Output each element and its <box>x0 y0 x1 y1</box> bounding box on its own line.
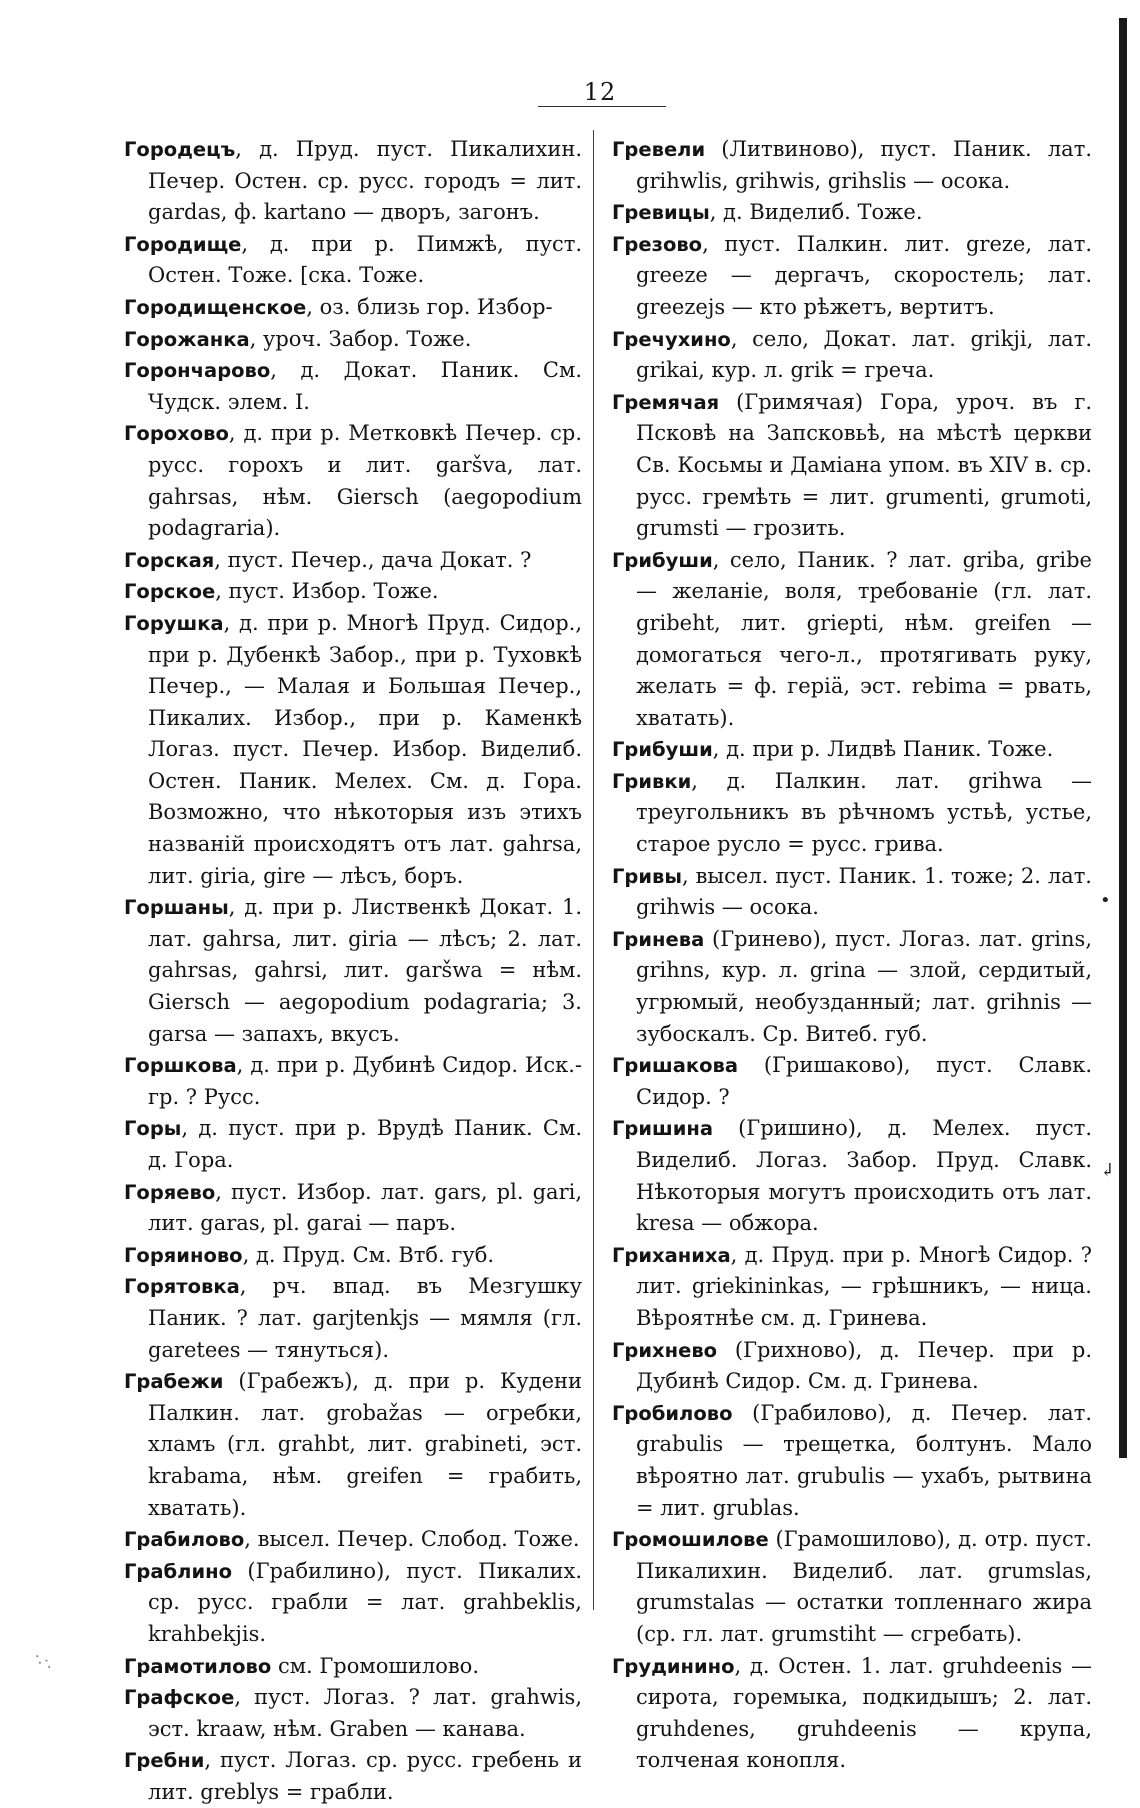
dictionary-entry <box>124 1682 582 1745</box>
dictionary-entry <box>124 1050 582 1113</box>
entry-definition: , д. Пруд. пуст. Пикалихин. Печер. Остен. ср. русс. городъ = лит. gardas, ф. kartano — дворъ, загонъ. <box>148 137 582 225</box>
dictionary-entry <box>612 1524 1092 1650</box>
scan-artifact: ·.·. <box>30 1646 58 1673</box>
entry-definition: , д. при р. Дубинѣ Сидор. Иск.-гр. ? Русс. <box>148 1053 582 1109</box>
dictionary-entry <box>612 1050 1092 1113</box>
dictionary-entry <box>124 1177 582 1240</box>
dictionary-entry <box>612 924 1092 1050</box>
entry-headword: Горы <box>124 1117 182 1141</box>
dictionary-entry <box>612 1240 1092 1335</box>
entry-headword: Горожанка <box>124 327 250 351</box>
entry-headword: Грезово <box>612 232 703 256</box>
dictionary-entry <box>124 1240 582 1272</box>
entry-definition: , д. Виделиб. Тоже. <box>709 200 923 225</box>
entry-headword: Горское <box>124 580 216 604</box>
dictionary-entry <box>124 229 582 292</box>
left-column <box>124 134 582 1808</box>
entry-definition: , высел. пуст. Паник. 1. тоже; 2. лат. grihwis — осока. <box>636 863 1092 920</box>
page-edge-bar <box>1119 18 1127 1458</box>
dictionary-entry <box>124 1745 582 1808</box>
entry-headword: Горшкова <box>124 1054 237 1078</box>
column-divider <box>593 130 594 1610</box>
entry-definition: , д. при р. Лидвѣ Паник. Тоже. <box>712 737 1054 762</box>
entry-headword: Гречухино <box>612 327 731 351</box>
entry-headword: Городищенское <box>124 295 307 319</box>
dictionary-entry <box>124 134 582 229</box>
dictionary-entry <box>124 1651 582 1683</box>
dictionary-entry <box>612 766 1092 861</box>
entry-definition: , д. пуст. при р. Врудѣ Паник. См. д. Гора. <box>148 1116 582 1172</box>
entry-headword: Горшаны <box>124 896 229 920</box>
entry-definition: (Гринево), пуст. Логаз. лат. grins, grihns, кур. л. grina — злой, сердитый, угрюмый, необузданный; лат. grihnis — зубоскалъ. Ср. Витеб. губ. <box>636 926 1092 1046</box>
dictionary-entry <box>124 292 582 324</box>
entry-definition: (Гримячая) Гора, уроч. въ г. Псковѣ на Запсковьѣ, на мѣстѣ церкви Св. Косьмы и Даміана упом. въ XIV в. ср. русс. гремѣть = лит. grumenti, grumoti, grumsti — грозить. <box>636 389 1092 541</box>
entry-headword: Горяево <box>124 1180 216 1204</box>
entry-definition: , пуст. Избор. лат. gars, pl. gari, лит. garas, pl. garai — паръ. <box>148 1179 582 1236</box>
entry-definition: , д. при р. Пимжѣ, пуст. Остен. Тоже. [ска. Тоже. <box>148 231 582 288</box>
dictionary-entry <box>612 324 1092 387</box>
entry-headword: Гревицы <box>612 201 710 225</box>
entry-definition: , д. Докат. Паник. См. Чудск. элем. I. <box>148 358 582 414</box>
entry-definition: , рч. впад. въ Мезгушку Паник. ? лат. garjtenkjs — мямля (гл. garetees — тянуться). <box>148 1274 582 1362</box>
dictionary-entry <box>612 197 1092 229</box>
entry-headword: Грихнево <box>612 1338 718 1362</box>
entry-definition: , село, Докат. лат. grikji, лат. grikai, кур. л. grik = греча. <box>636 326 1092 383</box>
entry-definition: , высел. Печер. Слобод. Тоже. <box>244 1527 580 1552</box>
dictionary-entry <box>124 545 582 577</box>
entry-definition: , д. при р. Метковкѣ Печер. ср. русс. горохъ и лит. garšva, лат. gahrsas, нѣм. Giersch (aegopodium podagraria). <box>148 421 582 541</box>
dictionary-entry <box>612 545 1092 735</box>
dictionary-entry <box>612 1651 1092 1777</box>
right-column <box>612 134 1092 1777</box>
entry-headword: Городецъ <box>124 138 236 161</box>
entry-headword: Графское <box>124 1686 235 1710</box>
entry-headword: Гробилово <box>612 1401 733 1425</box>
dictionary-entry <box>124 1271 582 1366</box>
dictionary-entry <box>124 355 582 418</box>
entry-definition: (Грабежъ), д. при р. Кудени Палкин. лат. grobažas — огребки, хламъ (гл. grahbt, лит. grabineti, эст. krabama, нѣм. greifen = грабить, хватать). <box>148 1369 582 1520</box>
entry-headword: Грудинино <box>612 1654 735 1678</box>
entry-definition: , пуст. Логаз. ? лат. grahwis, эст. kraaw, нѣм. Graben — канава. <box>148 1685 582 1741</box>
entry-headword: Гривы <box>612 864 683 888</box>
entry-definition: , пуст. Логаз. ср. русс. гребень и лит. greblys = грабли. <box>148 1748 582 1804</box>
entry-headword: Гриханиха <box>612 1243 731 1267</box>
entry-definition: , оз. близь гор. Избор- <box>306 294 553 319</box>
entry-definition: (Гришаково), пуст. Славк. Сидор. ? <box>636 1053 1092 1109</box>
dictionary-entry <box>612 1335 1092 1398</box>
entry-headword: Грабилово <box>124 1528 245 1552</box>
entry-definition: , пуст. Палкин. лит. greze, лат. greeze — дергачъ, скоростель; лат. greezejs — кто рѣжетъ, вертитъ. <box>636 231 1092 319</box>
entry-definition: , д. Пруд. при р. Многѣ Сидор. ? лит. griekininkas, — грѣшникъ, — ница. Вѣроятнѣе см. д. Гринева. <box>636 1242 1092 1330</box>
dictionary-entry <box>612 387 1092 545</box>
entry-definition: , д. Палкин. лат. grihwa — треугольникъ въ рѣчномъ устьѣ, устье, старое русло = русс. грива. <box>636 768 1092 857</box>
entry-definition: (Грихново), д. Печер. при р. Дубинѣ Сидор. См. д. Гринева. <box>636 1337 1092 1394</box>
dictionary-entry <box>612 861 1092 924</box>
dictionary-entry <box>124 1556 582 1651</box>
entry-headword: Горончарово <box>124 359 271 383</box>
entry-headword: Горохово <box>124 422 229 446</box>
dictionary-entry <box>124 324 582 356</box>
dictionary-entry <box>612 1398 1092 1524</box>
entry-definition: , д. при р. Лиственкѣ Докат. 1. лат. gahrsa, лит. giria — лѣсъ; 2. лат. gahrsas, gahrsi, лит. garšwa = нѣм. Giersch — aegopodium podagraria; 3. garsa — запахъ, вкусъ. <box>148 895 582 1046</box>
entry-headword: Горская <box>124 548 215 572</box>
entry-definition: , пуст. Печер., дача Докат. ? <box>214 547 532 572</box>
edge-mark-lower: ↲ <box>1100 1160 1116 1181</box>
entry-headword: Городище <box>124 232 242 256</box>
entry-headword: Гришакова <box>612 1054 739 1078</box>
entry-definition: (Литвиново), пуст. Паник. лат. grihwlis, grihwis, grihslis — осока. <box>636 137 1092 193</box>
dictionary-entry <box>124 1113 582 1176</box>
page-number: 12 <box>583 78 617 106</box>
dictionary-entry <box>612 134 1092 197</box>
dictionary-entry <box>612 1113 1092 1239</box>
entry-definition: , д. Пруд. См. Втб. губ. <box>242 1242 495 1267</box>
entry-headword: Горяиново <box>124 1243 243 1267</box>
entry-definition: , уроч. Забор. Тоже. <box>249 326 472 351</box>
entry-definition: (Грабилово), д. Печер. лат. grabulis — трещетка, болтунъ. Мало вѣроятно лат. grubulis — ухабъ, рытвина = лит. grublas. <box>636 1400 1092 1520</box>
dictionary-entry <box>124 576 582 608</box>
entry-definition: см. Громошилово. <box>271 1653 479 1678</box>
entry-headword: Грамотилово <box>124 1654 272 1678</box>
entry-headword: Гревели <box>612 138 706 161</box>
entry-headword: Грибуши <box>612 738 713 762</box>
entry-definition: (Гришино), д. Мелех. пуст. Виделиб. Логаз. Забор. Пруд. Славк. Нѣкоторыя могутъ происходить отъ лат. kresa — обжора. <box>636 1116 1092 1236</box>
dictionary-entry <box>124 418 582 544</box>
entry-headword: Громошилове <box>612 1528 769 1552</box>
dictionary-entry <box>124 1524 582 1556</box>
dictionary-entry <box>612 229 1092 324</box>
entry-headword: Грибуши <box>612 548 713 572</box>
entry-headword: Грабежи <box>124 1370 224 1394</box>
entry-headword: Гринева <box>612 927 705 951</box>
entry-headword: Гришина <box>612 1117 714 1141</box>
dictionary-entry <box>124 1366 582 1524</box>
entry-definition: (Грабилино), пуст. Пикалих. ср. русс. грабли = лат. grahbeklis, krahbekjis. <box>148 1558 582 1646</box>
edge-mark-upper: • <box>1100 890 1111 911</box>
entry-headword: Граблино <box>124 1559 232 1583</box>
entry-headword: Гребни <box>124 1749 205 1773</box>
entry-headword: Горятовка <box>124 1275 240 1299</box>
entry-definition: , д. Остен. 1. лат. gruhdeenis — сирота, горемыка, подкидышъ; 2. лат. gruhdenes, gruhdeenis — крупа, толченая конопля. <box>636 1653 1092 1773</box>
entry-definition: (Грамошилово), д. отр. пуст. Пикалихин. Виделиб. лат. grumslas, grumstalas — остатки топленнаго жира (ср. гл. лат. grumstiht — сгребать). <box>636 1527 1092 1646</box>
entry-headword: Горушка <box>124 611 224 635</box>
entry-definition: , пуст. Избор. Тоже. <box>215 579 439 604</box>
entry-headword: Гремячая <box>612 390 720 414</box>
dictionary-entry <box>124 892 582 1050</box>
dictionary-entry <box>124 608 582 892</box>
page-number-rule <box>538 106 666 107</box>
entry-headword: Гривки <box>612 769 692 793</box>
dictionary-entry <box>612 734 1092 766</box>
entry-definition: , д. при р. Многѣ Пруд. Сидор., при р. Дубенкѣ Забор., при р. Туховкѣ Печер., — Малая и Большая Печер., Пикалих. Избор., при р. Каменкѣ Логаз. пуст. Печер. Избор. Виделиб. Остен. Паник. Мелех. См. д. Гора. Возможно, что нѣкоторыя изъ этихъ названій происходятъ отъ лат. gahrsa, лит. giria, gire — лѣсъ, боръ. <box>148 610 582 888</box>
entry-definition: , село, Паник. ? лат. griba, gribe — желаніе, воля, требованіе (гл. лат. gribeht, лит. griepti, нѣм. greifen — домогаться чего-л., протягивать руку, желать = ф. гepiä, эст. rebima = рвать, хватать). <box>636 547 1092 730</box>
